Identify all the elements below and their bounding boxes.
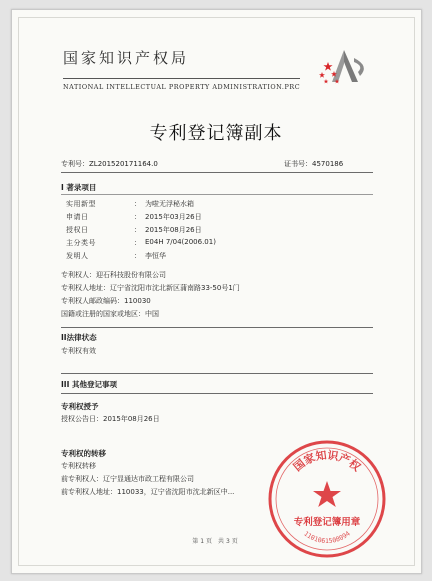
- official-seal-icon: [265, 437, 389, 561]
- seal-top-text: 国家知识产权: [290, 448, 364, 474]
- office-name-cn: 国家知识产权局: [63, 49, 190, 67]
- patent-number: 专利号：ZL201520171164.0: [61, 160, 158, 168]
- patentee-postcode: 专利权人邮政编码：110030: [61, 297, 151, 305]
- divider: [61, 194, 373, 195]
- certificate-number: 证书号：4570186: [284, 160, 344, 168]
- previous-patentee-address: 前专利权人地址：110033，辽宁省沈阳市沈北新区中...: [61, 488, 235, 496]
- divider: [61, 172, 373, 173]
- field-value: 李恒华: [145, 252, 166, 260]
- page-footer: 第1页 共3页: [192, 538, 240, 545]
- header-rule: [63, 78, 300, 79]
- previous-patentee: 前专利权人：辽宁显通达市政工程有限公司: [61, 475, 194, 483]
- cnipa-logo-icon: [314, 44, 370, 88]
- section-heading-bibliographic: I 著录项目: [61, 183, 97, 192]
- field-value: E04H 7/04(2006.01): [145, 238, 216, 246]
- seal-center-text: 专利登记簿用章: [293, 517, 361, 528]
- divider: [61, 373, 373, 374]
- svg-text:国家知识产权: [290, 448, 364, 475]
- transfer-type: 专利权转移: [61, 462, 96, 470]
- field-label: 授权日: [66, 226, 89, 234]
- office-name-en: NATIONAL INTELLECTUAL PROPERTY ADMINISTRATION.PRC: [63, 83, 301, 91]
- field-value: 为啦无浮秘水箱: [145, 200, 194, 208]
- patentee-address: 专利权人地址：辽宁省沈阳市沈北新区蒲南路33-50号1门: [61, 284, 240, 292]
- field-value: 2015年03月26日: [145, 213, 202, 221]
- divider: [61, 393, 373, 394]
- document-title: 专利登记簿副本: [149, 123, 283, 144]
- field-label: 主分类号: [66, 239, 96, 247]
- field-value: 2015年08月26日: [145, 226, 202, 234]
- svg-text:1101061508094: [302, 530, 351, 545]
- legal-status: 专利权有效: [61, 347, 96, 355]
- section-heading-legal-status: II法律状态: [61, 333, 97, 342]
- field-label: 申请日: [66, 213, 89, 221]
- patentee: 专利权人：迎石科技股份有限公司: [61, 271, 166, 279]
- grant-date: 授权公告日：2015年08月26日: [61, 415, 160, 423]
- grant-heading: 专利权授予: [61, 402, 99, 411]
- seal-number: 1101061508094: [302, 529, 352, 545]
- transfer-heading: 专利权的转移: [61, 449, 106, 458]
- patentee-country: 国籍或注册的国家或地区：中国: [61, 310, 159, 318]
- divider: [61, 327, 373, 328]
- field-label: 发明人: [66, 252, 89, 260]
- section-heading-other-items: III 其他登记事项: [61, 380, 117, 389]
- field-label: 实用新型: [66, 200, 96, 208]
